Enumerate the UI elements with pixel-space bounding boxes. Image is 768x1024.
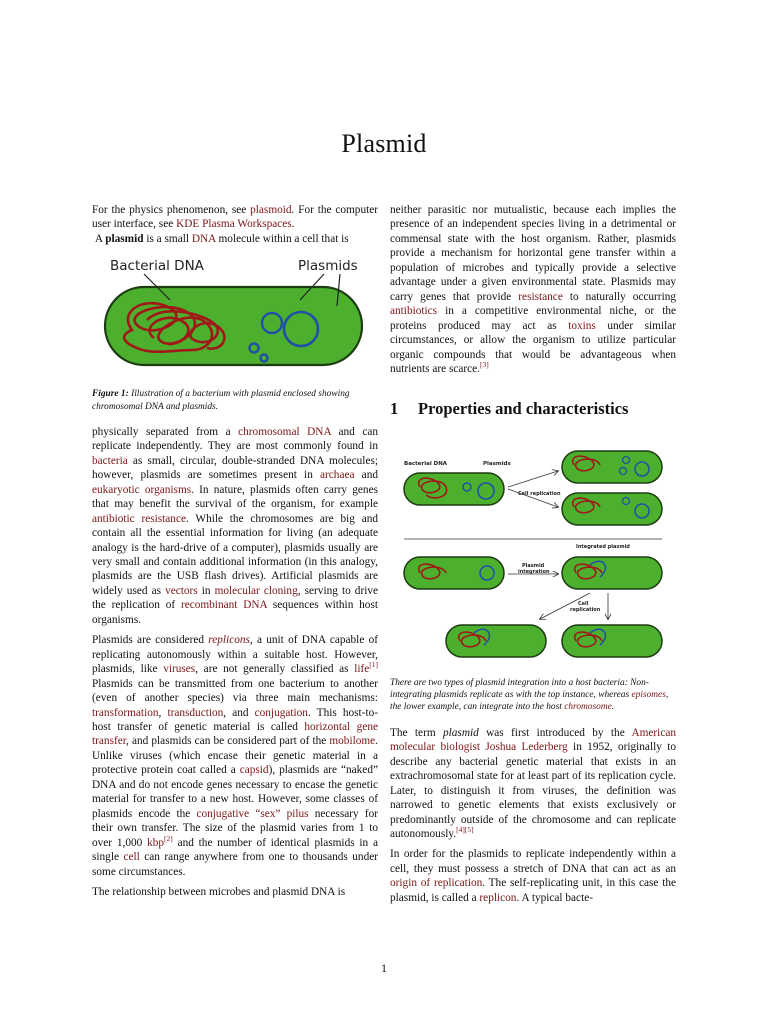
figure-label-bacterial-dna: Bacterial DNA — [110, 258, 204, 275]
link-american[interactable]: American — [631, 726, 676, 739]
bacterium-cell-shape — [105, 287, 362, 365]
link-joshua-lederberg[interactable]: Joshua Lederberg — [485, 741, 568, 754]
link-replicon[interactable]: replicon — [479, 891, 517, 904]
cell-original — [404, 473, 504, 505]
figure-label-plasmids: Plasmids — [298, 258, 358, 275]
link-toxins[interactable]: toxins — [568, 319, 596, 332]
link-transduction[interactable]: transduction — [167, 706, 224, 719]
link-horizontal-gene-transfer[interactable]: horizontal gene transfer — [92, 721, 378, 748]
paragraph-3: The relationship between microbes and plasmid DNA is — [92, 886, 346, 898]
link-antibiotics[interactable]: antibiotics — [390, 305, 438, 318]
link-mobilome[interactable]: mobilome — [329, 735, 376, 748]
left-column — [92, 203, 378, 905]
link-origin-of-replication[interactable]: origin of replication — [390, 877, 483, 890]
link-chromosomal-dna[interactable]: chromosomal DNA — [238, 425, 331, 438]
figure2-caption: There are two types of plasmid integration into a host bacteria: Non-integrating plasmids replicate as with the top instance, whereas episomes, the lower example, can integrate into the host chromosome. — [390, 677, 669, 713]
link-chromosome[interactable]: chromosome — [564, 702, 612, 713]
svg-text:Integrated plasmid: Integrated plasmid — [576, 543, 630, 550]
link-bacteria[interactable]: bacteria — [92, 454, 128, 467]
link-plasmoid[interactable]: plasmoid — [250, 204, 292, 216]
figure-plasmid-integration-diagram — [390, 427, 676, 663]
link-kde-plasma[interactable]: KDE Plasma Workspaces — [176, 218, 292, 231]
section-heading-properties: 1 Properties and characteristics — [390, 399, 629, 419]
figure-bacterium-illustration — [92, 250, 378, 376]
svg-text:Bacterial DNA: Bacterial DNA — [404, 460, 448, 467]
link-conjugative-pilus[interactable]: conjugative “sex” pilus — [196, 807, 309, 820]
right-column — [390, 203, 676, 911]
right-paragraph-3: In order for the plasmids to replicate independently within a cell, they must possess a stretch of DNA that can act as an origin of replication. The self-replicating unit, in this case the plasmid, is called a replicon. A typical bacte- — [390, 848, 677, 904]
link-replicons[interactable]: replicons — [208, 634, 250, 647]
link-viruses[interactable]: viruses — [163, 663, 196, 676]
svg-text:replication: replication — [570, 606, 601, 613]
link-recombinant-dna[interactable]: recombinant DNA — [180, 599, 268, 612]
link-eukaryotic-organisms[interactable]: eukaryotic organisms — [92, 483, 192, 496]
reference-2[interactable]: [2] — [164, 833, 173, 843]
link-molecular-cloning[interactable]: molecular cloning — [214, 584, 298, 597]
link-episomes[interactable]: episomes — [631, 690, 666, 701]
svg-text:Plasmid: Plasmid — [522, 562, 545, 569]
right-paragraph-1: neither parasitic nor mutualistic, because each implies the presence of an independent species living in a detrimental or commensal state with the host organism. Rather, plasmids provide a mechanism for horizontal gene transfer within a population of microbes and typically provide a selective advantage under a given environmental state. Plasmids may carry genes that provide resistance to naturally occurring antibiotics in a competitive environmental niche, or the proteins produced may act as toxins under similar circumstances, or allow the organism to utilize particular organic compounds that would be advantageous when nutrients are scarce.[3] — [390, 204, 677, 375]
link-molecular-biologist[interactable]: molecular biologist — [390, 741, 481, 754]
page-number: 1 — [381, 961, 387, 975]
svg-text:Plasmids: Plasmids — [483, 460, 511, 467]
intro-paragraph: A plasmid is a small DNA molecule within a cell that is — [94, 232, 349, 245]
reference-4-5[interactable]: [4][5] — [456, 825, 474, 835]
link-dna[interactable]: DNA — [191, 232, 216, 245]
reference-3[interactable]: [3] — [480, 360, 489, 370]
page-title: Plasmid — [341, 129, 427, 159]
paragraph-1: physically separated from a chromosomal DNA and can replicate independently. They are most commonly found in bacteria as small, circular, double-stranded DNA molecules; however, plasmids are sometimes present in archaea and eukaryotic organisms. In nature, plasmids often carry genes that may benefit the survival of the organism, for example antibiotic resistance. While the chromosomes are big and contain all the essential information for living (an adequate analogy is the hard-drive of a computer), plasmids usually are very small and contain additional information (in this analogy, plasmids are the USB flash drives). Artificial plasmids are widely used as vectors in molecular cloning, serving to drive the replication of recombinant DNA sequences within host organisms. — [92, 425, 379, 626]
link-resistance[interactable]: resistance — [518, 290, 563, 303]
hatnote: For the physics phenomenon, see plasmoid. For the computer user interface, see KDE Plasma Workspaces. — [92, 204, 379, 231]
reference-1[interactable]: [1] — [369, 660, 378, 670]
link-conjugation[interactable]: conjugation — [254, 706, 308, 719]
figure1-caption: Figure 1: Illustration of a bacterium with plasmid enclosed showing chromosomal DNA and plasmids. — [92, 389, 350, 412]
right-paragraph-2: The term plasmid was first introduced by the American molecular biologist Joshua Lederberg in 1952, originally to describe any bacterial genetic material that exists in an extrachromosomal state for at least part of its replication cycle. Later, to distinguish it from viruses, the definition was narrowed to genetic elements that exists exclusively or predominantly outside of the chromosome and can replicate autonomously.[4][5] — [390, 726, 676, 840]
svg-text:Cell replication: Cell replication — [518, 490, 561, 497]
paragraph-2: Plasmids are considered replicons, a unit of DNA capable of replicating autonomously within a suitable host. However, plasmids, like viruses, are not generally classified as life[1] Plasmids can be transmitted from one bacterium to another (even of another species) via three main mechanisms: transformation, transduction, and conjugation. This host-to-host transfer of genetic material is called horizontal gene transfer, and plasmids can be considered part of the mobilome. Unlike viruses (which encase their genetic material in a protective protein coat called a capsid), plasmids are “naked” DNA and do not encode genes necessary to encase the genetic material for transfer to a new host. However, some classes of plasmids encode the conjugative “sex” pilus necessary for their own transfer. The size of the plasmid varies from 1 to over 1,000 kbp[2] and the number of identical plasmids in a single cell can range anywhere from one to thousands under some circumstances. — [92, 634, 378, 878]
svg-text:integration: integration — [518, 568, 550, 575]
link-capsid[interactable]: capsid — [239, 764, 269, 777]
link-transformation[interactable]: transformation — [92, 706, 159, 719]
link-archaea[interactable]: archaea — [320, 469, 355, 482]
cell-episome — [404, 557, 504, 589]
link-cell[interactable]: cell — [123, 851, 140, 864]
link-vectors[interactable]: vectors — [165, 584, 198, 597]
link-kbp[interactable]: kbp — [147, 836, 165, 849]
svg-text:Cell: Cell — [578, 600, 589, 607]
link-life[interactable]: life — [354, 663, 370, 676]
link-antibiotic-resistance[interactable]: antibiotic resistance — [92, 512, 186, 525]
